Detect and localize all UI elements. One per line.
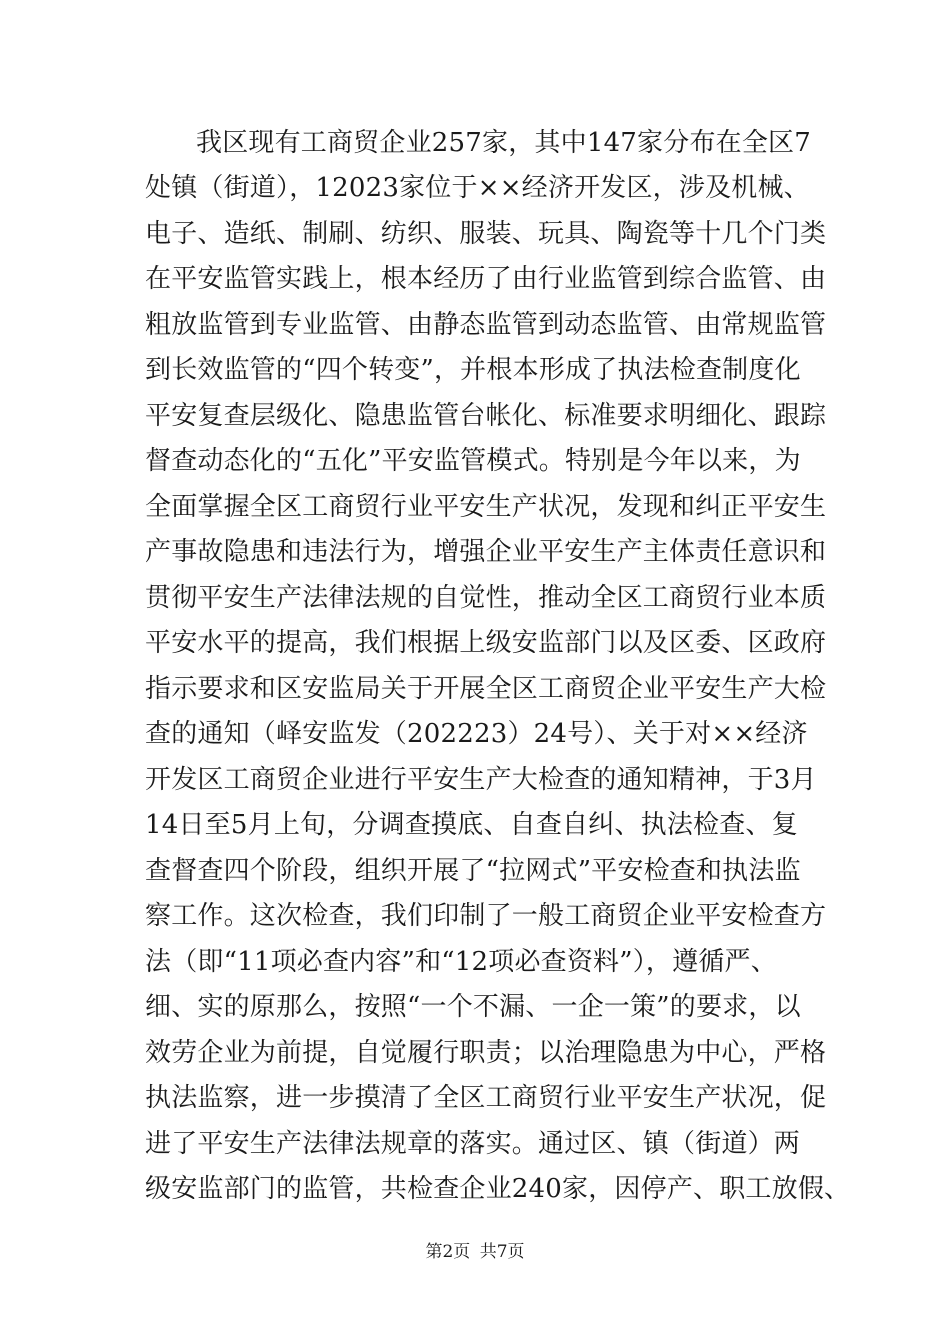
text-line-14: 查的通知（峄安监发（202223）24号）、关于对××经济: [145, 719, 808, 749]
text-line-18: 察工作。这次检查，我们印制了一般工商贸企业平安检查方: [145, 901, 827, 931]
text-line-20: 细、实的原那么，按照“一个不漏、一企一策”的要求，以: [145, 992, 801, 1022]
text-line-16: 14日至5月上旬，分调查摸底、自查自纠、执法检查、复: [145, 810, 798, 840]
text-line-23: 进了平安生产法律法规章的落实。通过区、镇（街道）两: [145, 1129, 801, 1159]
text-line-13: 指示要求和区安监局关于开展全区工商贸企业平安生产大检: [145, 674, 827, 704]
text-line-24: 级安监部门的监管，共检查企业240家，因停产、职工放假、: [145, 1174, 851, 1204]
page-total: 共7页: [479, 1242, 525, 1262]
text-line-11: 贯彻平安生产法律法规的自觉性，推动全区工商贸行业本质: [145, 583, 827, 613]
text-line-1: 我区现有工商贸企业257家，其中147家分布在全区7: [196, 128, 811, 158]
text-line-9: 全面掌握全区工商贸行业平安生产状况，发现和纠正平安生: [145, 492, 827, 522]
text-line-6: 到长效监管的“四个转变”，并根本形成了执法检查制度化: [145, 355, 801, 385]
text-line-21: 效劳企业为前提，自觉履行职责；以治理隐患为中心，严格: [145, 1038, 827, 1068]
text-line-15: 开发区工商贸企业进行平安生产大检查的通知精神，于3月: [145, 765, 817, 795]
text-line-19: 法（即“11项必查内容”和“12项必查资料”），遵循严、: [145, 947, 777, 977]
text-line-7: 平安复查层级化、隐患监管台帐化、标准要求明细化、跟踪: [145, 401, 827, 431]
text-line-22: 执法监察，进一步摸清了全区工商贸行业平安生产状况，促: [145, 1083, 827, 1113]
text-line-10: 产事故隐患和违法行为，增强企业平安生产主体责任意识和: [145, 537, 827, 567]
text-line-5: 粗放监管到专业监管、由静态监管到动态监管、由常规监管: [145, 310, 827, 340]
page-number: 第2页: [425, 1242, 471, 1262]
text-line-12: 平安水平的提高，我们根据上级安监部门以及区委、区政府: [145, 628, 827, 658]
text-line-17: 查督查四个阶段，组织开展了“拉网式”平安检查和执法监: [145, 856, 801, 886]
page-footer: [0, 1241, 950, 1263]
text-line-8: 督查动态化的“五化”平安监管模式。特别是今年以来，为: [145, 446, 801, 476]
text-line-4: 在平安监管实践上，根本经历了由行业监管到综合监管、由: [145, 264, 827, 294]
text-line-3: 电子、造纸、制刷、纺织、服装、玩具、陶瓷等十几个门类: [145, 219, 827, 249]
text-line-2: 处镇（街道），12023家位于××经济开发区，涉及机械、: [145, 173, 810, 203]
